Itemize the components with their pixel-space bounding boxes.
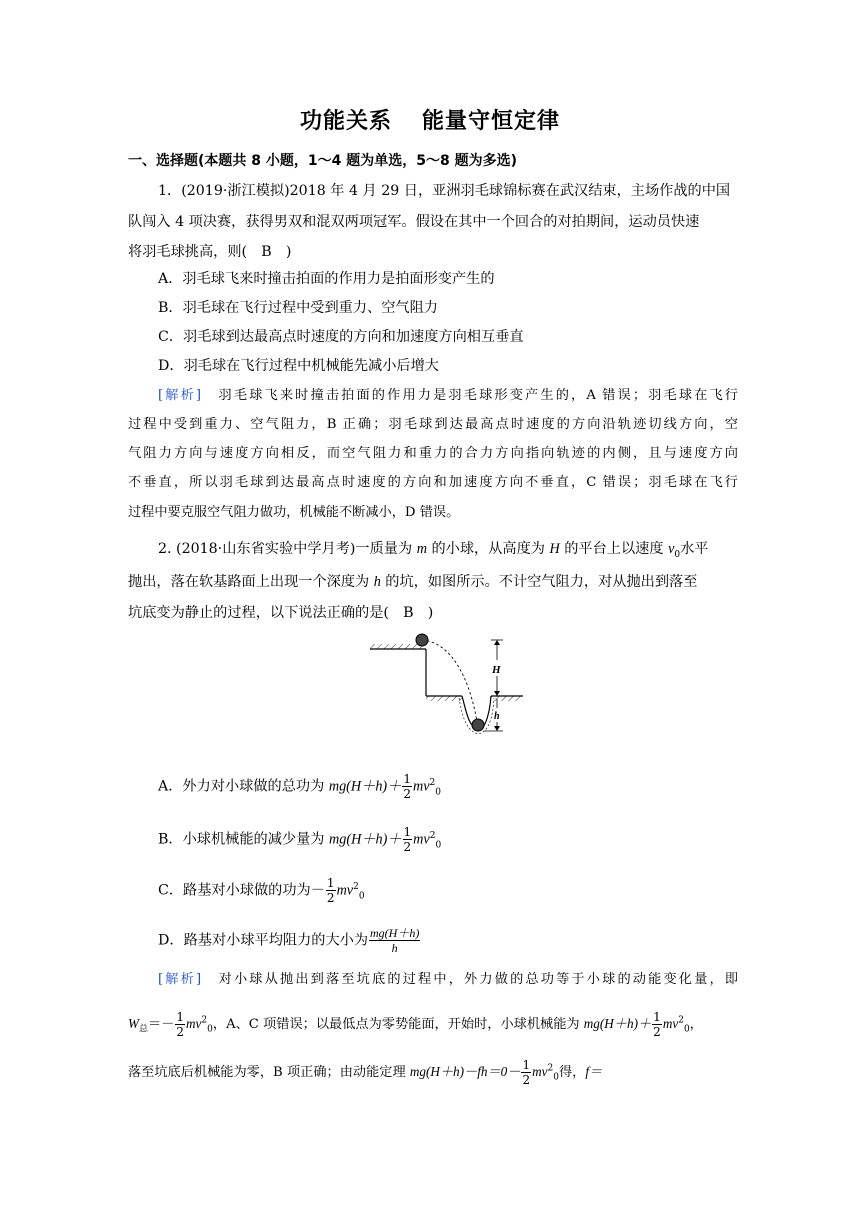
- q2-line-3: 坑底变为静止的过程，以下说法正确的是( B ): [128, 605, 434, 621]
- q2-analysis-tag: [解析]: [158, 972, 202, 987]
- q1-analysis-line-1: [158, 386, 738, 406]
- q2-an3-f: f＝: [585, 1064, 603, 1079]
- q2-mv: mv: [412, 778, 430, 795]
- frac-num: 1: [403, 825, 412, 839]
- q1-option-c: C．羽毛球到达最高点时速度的方向和加速度方向相互垂直: [158, 329, 524, 345]
- q2-text-e: 抛出，落在软基路面上出现一个深度为: [128, 574, 374, 590]
- frac-den: 2: [522, 1073, 531, 1087]
- sub0: 0: [358, 891, 365, 902]
- q2-option-b-text: B．小球机械能的减少量为: [158, 831, 329, 848]
- q2-mv: mv: [186, 1016, 202, 1031]
- frac-den: 2: [653, 1025, 661, 1039]
- q2-an-W: W: [128, 1016, 139, 1031]
- sub0: 0: [683, 1024, 690, 1035]
- frac-num: 1: [403, 772, 411, 786]
- q2-var-h: h: [373, 574, 381, 590]
- fraction-half: [521, 1058, 531, 1087]
- sub0: 0: [435, 840, 442, 851]
- title-part2: 能量守恒定律: [422, 109, 561, 134]
- q2-analysis-line-3: [128, 1058, 738, 1088]
- q2-analysis-line-1: [158, 970, 738, 990]
- sup2: 2: [201, 1015, 208, 1026]
- frac-num: 1: [653, 1010, 661, 1024]
- q2-analysis-line-2: [128, 1010, 738, 1040]
- q2-an-end: ，: [689, 1017, 703, 1032]
- q1-analysis-line-3: 气阻力方向与速度方向相反，而空气阻力和重力的合力方向指向轨迹的内侧，且与速度方向: [128, 446, 738, 461]
- H-arrowhead-top: [494, 640, 500, 645]
- q2-an-W-sub: 总: [139, 1024, 149, 1035]
- frac-den: 2: [326, 891, 335, 905]
- fraction-optd: [369, 926, 420, 955]
- q2-line-2: [128, 572, 738, 592]
- q2-mv: mv: [662, 1016, 679, 1031]
- ball-pit: [472, 719, 484, 731]
- q2-an3-expr: mg(H＋h)－fh＝0－: [409, 1064, 521, 1079]
- q2-option-d-text: D．路基对小球平均阻力的大小为: [158, 932, 369, 949]
- ground-right-hatch: [491, 696, 523, 701]
- q2-option-c-text: C．路基对小球做的功为－: [158, 882, 325, 899]
- frac-num: 1: [176, 1010, 185, 1024]
- q2-text-b: 的小球，从高度为: [426, 541, 550, 557]
- q1-analysis-line-4: 不垂直，所以羽毛球到达最高点时速度的方向和加速度方向不垂直，C 错误；羽毛球在飞行: [128, 475, 738, 490]
- ball-start: [416, 634, 428, 646]
- sup2: 2: [429, 777, 436, 788]
- fraction-half: [402, 772, 412, 801]
- q2-mv: mv: [413, 831, 430, 848]
- q2-text-c: 的平台上以速度: [559, 541, 669, 557]
- q1-option-a: A．羽毛球飞来时撞击拍面的作用力是拍面形变产生的: [158, 271, 495, 287]
- frac-den: 2: [176, 1025, 185, 1039]
- q2-option-a: [158, 772, 768, 802]
- q2-option-a-expr: mg(H＋h)＋: [328, 778, 402, 795]
- q2-an-expr: mg(H＋h)＋: [583, 1016, 652, 1031]
- title-part1: 功能关系: [299, 109, 392, 134]
- frac-den: 2: [403, 840, 412, 854]
- frac-num: 1: [326, 876, 335, 890]
- q2-var-v: v: [668, 541, 675, 557]
- q1-line-3: 将羽毛球挑高，则( B ): [128, 244, 292, 260]
- q2-an-eq: ＝－: [148, 1017, 175, 1032]
- label-h: h: [494, 711, 500, 722]
- q1-analysis-line-5: 过程中要克服空气阻力做功，机械能不断减小，D 错误。: [128, 505, 460, 520]
- sub0: 0: [207, 1024, 213, 1035]
- q2-var-v-sub: 0: [674, 549, 681, 560]
- q2-line-1: [158, 539, 738, 565]
- q2-text-f: 的坑，如图所示。不计空气阻力，对从抛出到落至: [380, 574, 698, 590]
- h-arrowhead: [494, 726, 500, 731]
- fraction-half: [326, 876, 336, 905]
- q2-an3-b: 得，: [558, 1065, 586, 1080]
- sub0: 0: [435, 787, 441, 798]
- q2-var-m: m: [416, 541, 427, 557]
- sup2: 2: [353, 881, 359, 892]
- q2-an-mid: ，A、C 项错误；以最低点为零势能面，开始时，小球机械能为: [212, 1017, 584, 1032]
- sup2: 2: [429, 830, 436, 841]
- frac-num: mg(H＋h): [370, 926, 420, 940]
- q2-option-b: [158, 825, 768, 855]
- sub0: 0: [553, 1072, 559, 1083]
- q2-option-a-text: A．外力对小球做的总功为: [158, 778, 329, 795]
- frac-num: 1: [522, 1058, 531, 1072]
- q2-mv: mv: [336, 882, 354, 899]
- q1-analysis-tag: [解析]: [158, 388, 202, 403]
- q2-text-d: 水平: [680, 541, 709, 557]
- label-H: H: [492, 664, 501, 676]
- section-heading: 一、选择题(本题共 8 小题，1～4 题为单选，5～8 题为多选): [128, 153, 517, 169]
- q1-line-1: 1．(2019·浙江模拟)2018 年 4 月 29 日，亚洲羽毛球锦标赛在武汉结束，主场作战的中国: [158, 183, 731, 199]
- frac-den: 2: [403, 787, 411, 801]
- q2-option-c: [158, 876, 768, 906]
- q1-analysis-text-1: 羽毛球飞来时撞击拍面的作用力是羽毛球形变产生的，A 错误；羽毛球在飞行: [218, 388, 738, 403]
- frac-den: h: [391, 941, 398, 955]
- fraction-half: [652, 1010, 662, 1039]
- q1-line-2: 队闯入 4 项决赛，获得男双和混双两项冠军。假设在其中一个回合的对拍期间，运动员快速: [128, 214, 700, 230]
- q2-option-b-expr: mg(H＋h)＋: [329, 831, 402, 848]
- q1-option-d: D．羽毛球在飞行过程中机械能先减小后增大: [158, 358, 439, 374]
- sup2: 2: [678, 1015, 684, 1026]
- projectile-pit-diagram: [360, 630, 540, 760]
- q2-option-d: [158, 926, 768, 955]
- q2-mv: mv: [532, 1064, 548, 1079]
- fraction-half: [403, 825, 413, 854]
- H-arrowhead-bottom: [494, 691, 500, 696]
- fraction-half: [175, 1010, 185, 1039]
- q2-an3-a: 落至坑底后机械能为零，B 项正确；由动能定理: [128, 1065, 410, 1080]
- page-title: [0, 104, 860, 135]
- sup2: 2: [547, 1063, 554, 1074]
- q1-analysis-line-2: 过程中受到重力、空气阻力，B 正确；羽毛球到达最高点时速度的方向沿轨迹切线方向，空: [128, 417, 738, 432]
- trajectory: [422, 640, 477, 722]
- q2-analysis-text-1: 对小球从抛出到落至坑底的过程中，外力做的总功等于小球的动能变化量，即: [218, 972, 739, 987]
- ground-left-hatch: [426, 696, 462, 701]
- q2-var-H: H: [549, 541, 560, 557]
- q1-option-b: B．羽毛球在飞行过程中受到重力、空气阻力: [158, 300, 438, 316]
- q2-text-a: 2. (2018·山东省实验中学月考)一质量为: [158, 541, 417, 557]
